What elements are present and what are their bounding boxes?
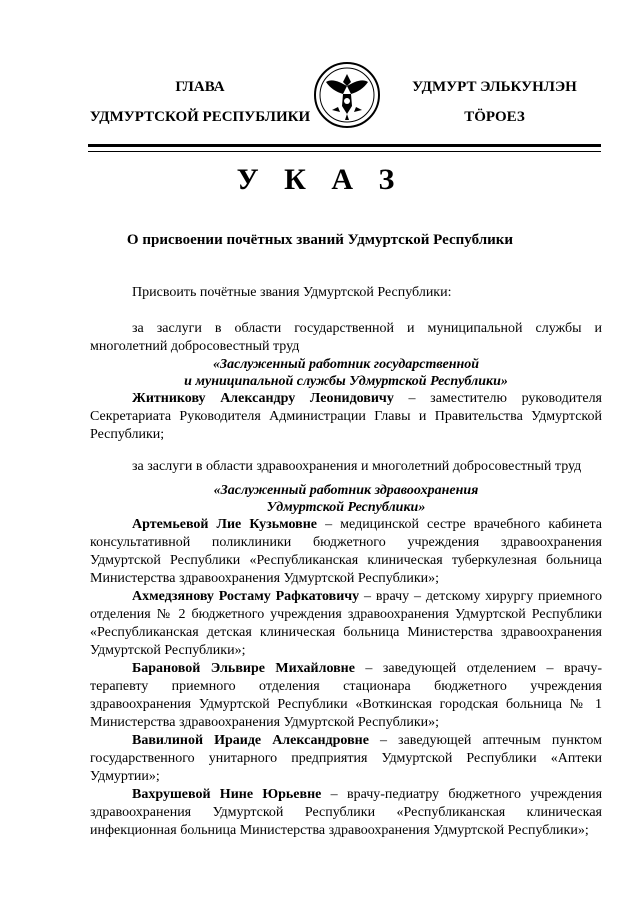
decree-body — [90, 284, 602, 840]
awardee-position: – врачу – детскому хирургу приемного отделения № 2 бюджетного учреждения здравоохранения Удмуртской Республики «Республиканская детская клиническая больница Министерства здравоохранения Удмуртской Республики»; — [90, 589, 602, 658]
awardee-name: Барановой Эльвире Михайловне — [132, 661, 355, 676]
awardee-name: Житникову Александру Леонидовичу — [132, 391, 394, 406]
section2-reason: за заслуги в области здравоохранения и многолетний добросовестный труд — [132, 459, 582, 474]
awardee-entry — [90, 588, 602, 660]
awardee-entry — [90, 516, 602, 588]
awardee-entry — [90, 786, 602, 840]
awardee-name: Артемьевой Лие Кузьмовне — [132, 517, 318, 532]
section1-reason: за заслуги в области государственной и муниципальной службы и многолетний добросовестный труд — [90, 321, 602, 354]
awardee-entry — [90, 390, 602, 444]
awardee-name: Вавилиной Ираиде Александровне — [132, 733, 369, 748]
awardee-position: – заведующей отделением – врачу-терапевту приемного отделения стационара бюджетного учреждения здравоохранения Удмуртской Республики «Воткинская городская больница № 1 Министерства здравоохранения Удмуртской Республики»; — [90, 661, 602, 730]
header-right-line2: ТӦРОЕЗ — [464, 109, 525, 125]
udmurt-coat-of-arms-icon — [312, 60, 382, 130]
section2-award-title-line1: «Заслуженный работник здравоохранения — [213, 483, 479, 498]
section2-award-title — [90, 482, 602, 516]
header-left-title — [80, 72, 320, 132]
section1-award-title — [90, 356, 602, 390]
document-subtitle: О присвоении почётных званий Удмуртской Республики — [126, 232, 514, 248]
header-divider-thick — [88, 144, 601, 147]
section1-award-title-line2: и муниципальной службы Удмуртской Республики» — [184, 374, 508, 389]
header-right-line1: УДМУРТ ЭЛЬКУНЛЭН — [412, 79, 577, 95]
awardee-entry — [90, 732, 602, 786]
awardee-position: – врачу-педиатру бюджетного учреждения здравоохранения Удмуртской Республики «Республиканская клиническая инфекционная больница Министерства здравоохранения Удмуртской Республики»; — [90, 787, 603, 838]
header-divider-thin — [88, 151, 601, 152]
awardee-position: – медицинской сестре врачебного кабинета консультативной поликлиники бюджетного учреждения здравоохранения Удмуртской Республики «Республиканская клиническая туберкулезная больница Министерства здравоохранения Удмуртской Республики»; — [90, 517, 602, 586]
awardee-position: – заместителю руководителя Секретариата Руководителя Администрации Главы и Правительства Удмуртской Республики; — [90, 391, 602, 442]
decree-intro: Присвоить почётные звания Удмуртской Республики: — [132, 285, 452, 300]
section1-award-title-line1: «Заслуженный работник государственной — [212, 357, 480, 372]
awardee-name: Ахмедзянову Ростаму Рафкатовичу — [132, 589, 360, 604]
awardee-name: Вахрушевой Нине Юрьевне — [132, 787, 322, 802]
header-left-line2: УДМУРТСКОЙ РЕСПУБЛИКИ — [89, 109, 311, 125]
awardee-position: – заведующей аптечным пунктом государственного унитарного предприятия Удмуртской Республики «Аптеки Удмуртии»; — [90, 733, 602, 784]
header-right-title — [392, 72, 597, 132]
document-title: У К А З — [236, 163, 404, 196]
header-left-line1: ГЛАВА — [175, 79, 225, 95]
awardee-entry — [90, 660, 602, 732]
section2-award-title-line2: Удмуртской Республики» — [266, 500, 426, 515]
